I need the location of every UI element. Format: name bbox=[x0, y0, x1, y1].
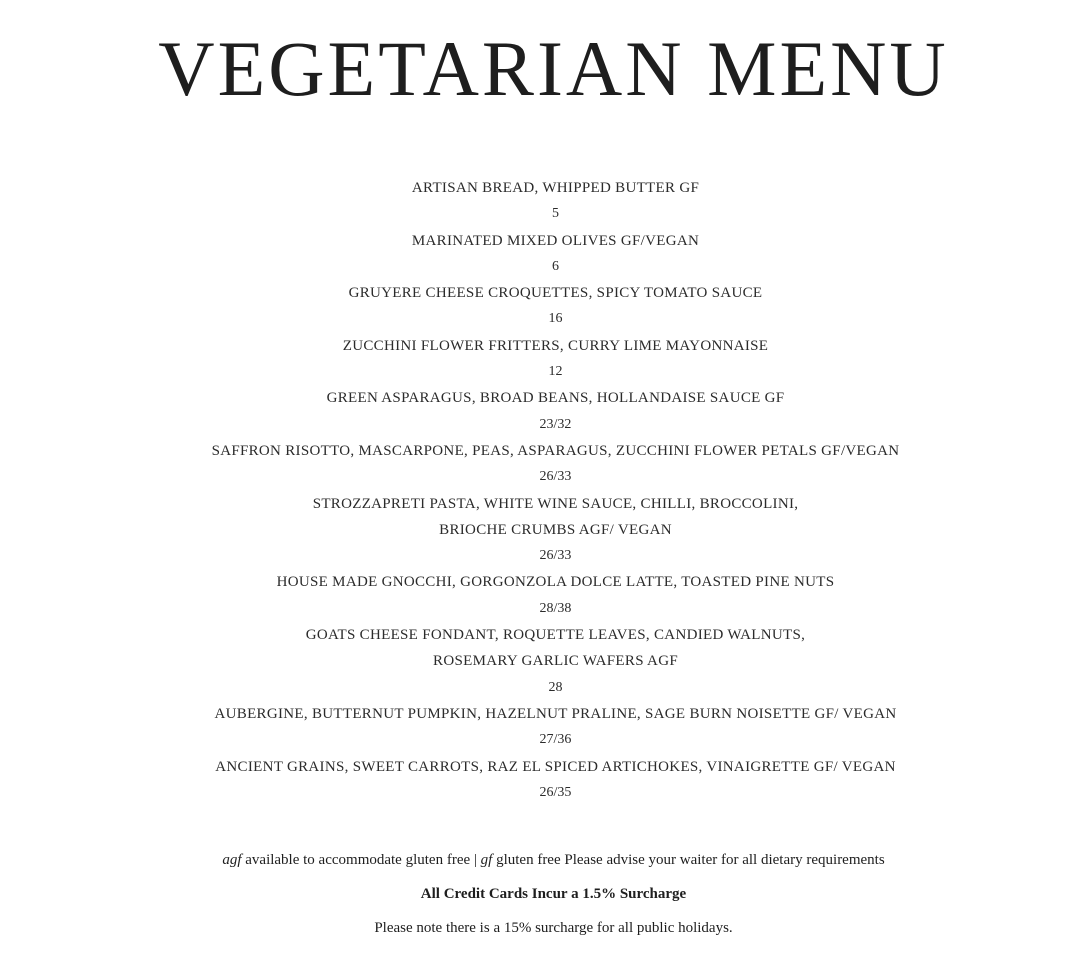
dish-description: STROZZAPRETI PASTA, WHITE WINE SAUCE, CHILLI, BROCCOLINI, bbox=[312, 495, 799, 512]
dish-price: 27/36 bbox=[539, 732, 572, 748]
dish-description: BRIOCHE CRUMBS AGF/ VEGAN bbox=[439, 521, 672, 538]
dish-price: 28 bbox=[548, 679, 563, 695]
menu-item bbox=[0, 701, 1077, 754]
agf-description: available to accommodate gluten free | bbox=[241, 852, 481, 868]
menu-item bbox=[0, 622, 1077, 701]
gf-abbreviation: gf bbox=[480, 852, 493, 868]
public-holiday-surcharge-note: Please note there is a 15% surcharge for all public holidays. bbox=[374, 920, 733, 936]
dish-price: 16 bbox=[548, 311, 563, 327]
menu-item bbox=[0, 280, 1077, 333]
dish-price: 23/32 bbox=[539, 416, 572, 432]
dish-price: 5 bbox=[552, 206, 559, 222]
menu-item bbox=[0, 175, 1077, 228]
dish-description: ZUCCHINI FLOWER FRITTERS, CURRY LIME MAYONNAISE bbox=[342, 337, 769, 354]
menu-item bbox=[0, 491, 1077, 570]
dish-description: HOUSE MADE GNOCCHI, GORGONZOLA DOLCE LATTE, TOASTED PINE NUTS bbox=[276, 574, 835, 591]
dish-description: MARINATED MIXED OLIVES GF/VEGAN bbox=[411, 232, 700, 249]
dish-price: 26/33 bbox=[539, 469, 572, 485]
dish-description: ANCIENT GRAINS, SWEET CARROTS, RAZ EL SPICED ARTICHOKES, VINAIGRETTE GF/ VEGAN bbox=[215, 758, 896, 775]
dish-price: 26/33 bbox=[539, 548, 572, 564]
menu-item bbox=[0, 754, 1077, 807]
menu-item bbox=[0, 228, 1077, 281]
dish-description: ARTISAN BREAD, WHIPPED BUTTER GF bbox=[411, 180, 700, 196]
menu-footer bbox=[0, 849, 1077, 951]
dish-price: 6 bbox=[552, 258, 559, 274]
dish-price: 12 bbox=[548, 364, 563, 380]
dish-description: ROSEMARY GARLIC WAFERS AGF bbox=[433, 653, 678, 670]
dish-price: 26/35 bbox=[539, 784, 572, 800]
credit-card-surcharge-note: All Credit Cards Incur a 1.5% Surcharge bbox=[420, 886, 687, 902]
dish-description: GRUYERE CHEESE CROQUETTES, SPICY TOMATO SAUCE bbox=[348, 285, 763, 302]
dish-price: 28/38 bbox=[539, 600, 572, 616]
menu-item bbox=[0, 385, 1077, 438]
menu-item bbox=[0, 333, 1077, 386]
menu-item bbox=[0, 569, 1077, 622]
gf-description: gluten free Please advise your waiter for all dietary requirements bbox=[492, 852, 885, 868]
menu-item bbox=[0, 438, 1077, 491]
dish-description: GOATS CHEESE FONDANT, ROQUETTE LEAVES, CANDIED WALNUTS, bbox=[305, 627, 806, 644]
agf-abbreviation: agf bbox=[222, 852, 242, 868]
dietary-note bbox=[0, 849, 1077, 871]
page-title: VEGETARIAN MENU bbox=[158, 25, 949, 112]
dish-description: AUBERGINE, BUTTERNUT PUMPKIN, HAZELNUT PRALINE, SAGE BURN NOISETTE GF/ VEGAN bbox=[214, 705, 897, 722]
menu-item-list bbox=[0, 175, 1077, 806]
dish-description: SAFFRON RISOTTO, MASCARPONE, PEAS, ASPARAGUS, ZUCCHINI FLOWER PETALS GF/VEGAN bbox=[211, 442, 900, 459]
dish-description: GREEN ASPARAGUS, BROAD BEANS, HOLLANDAISE SAUCE GF bbox=[326, 390, 785, 407]
